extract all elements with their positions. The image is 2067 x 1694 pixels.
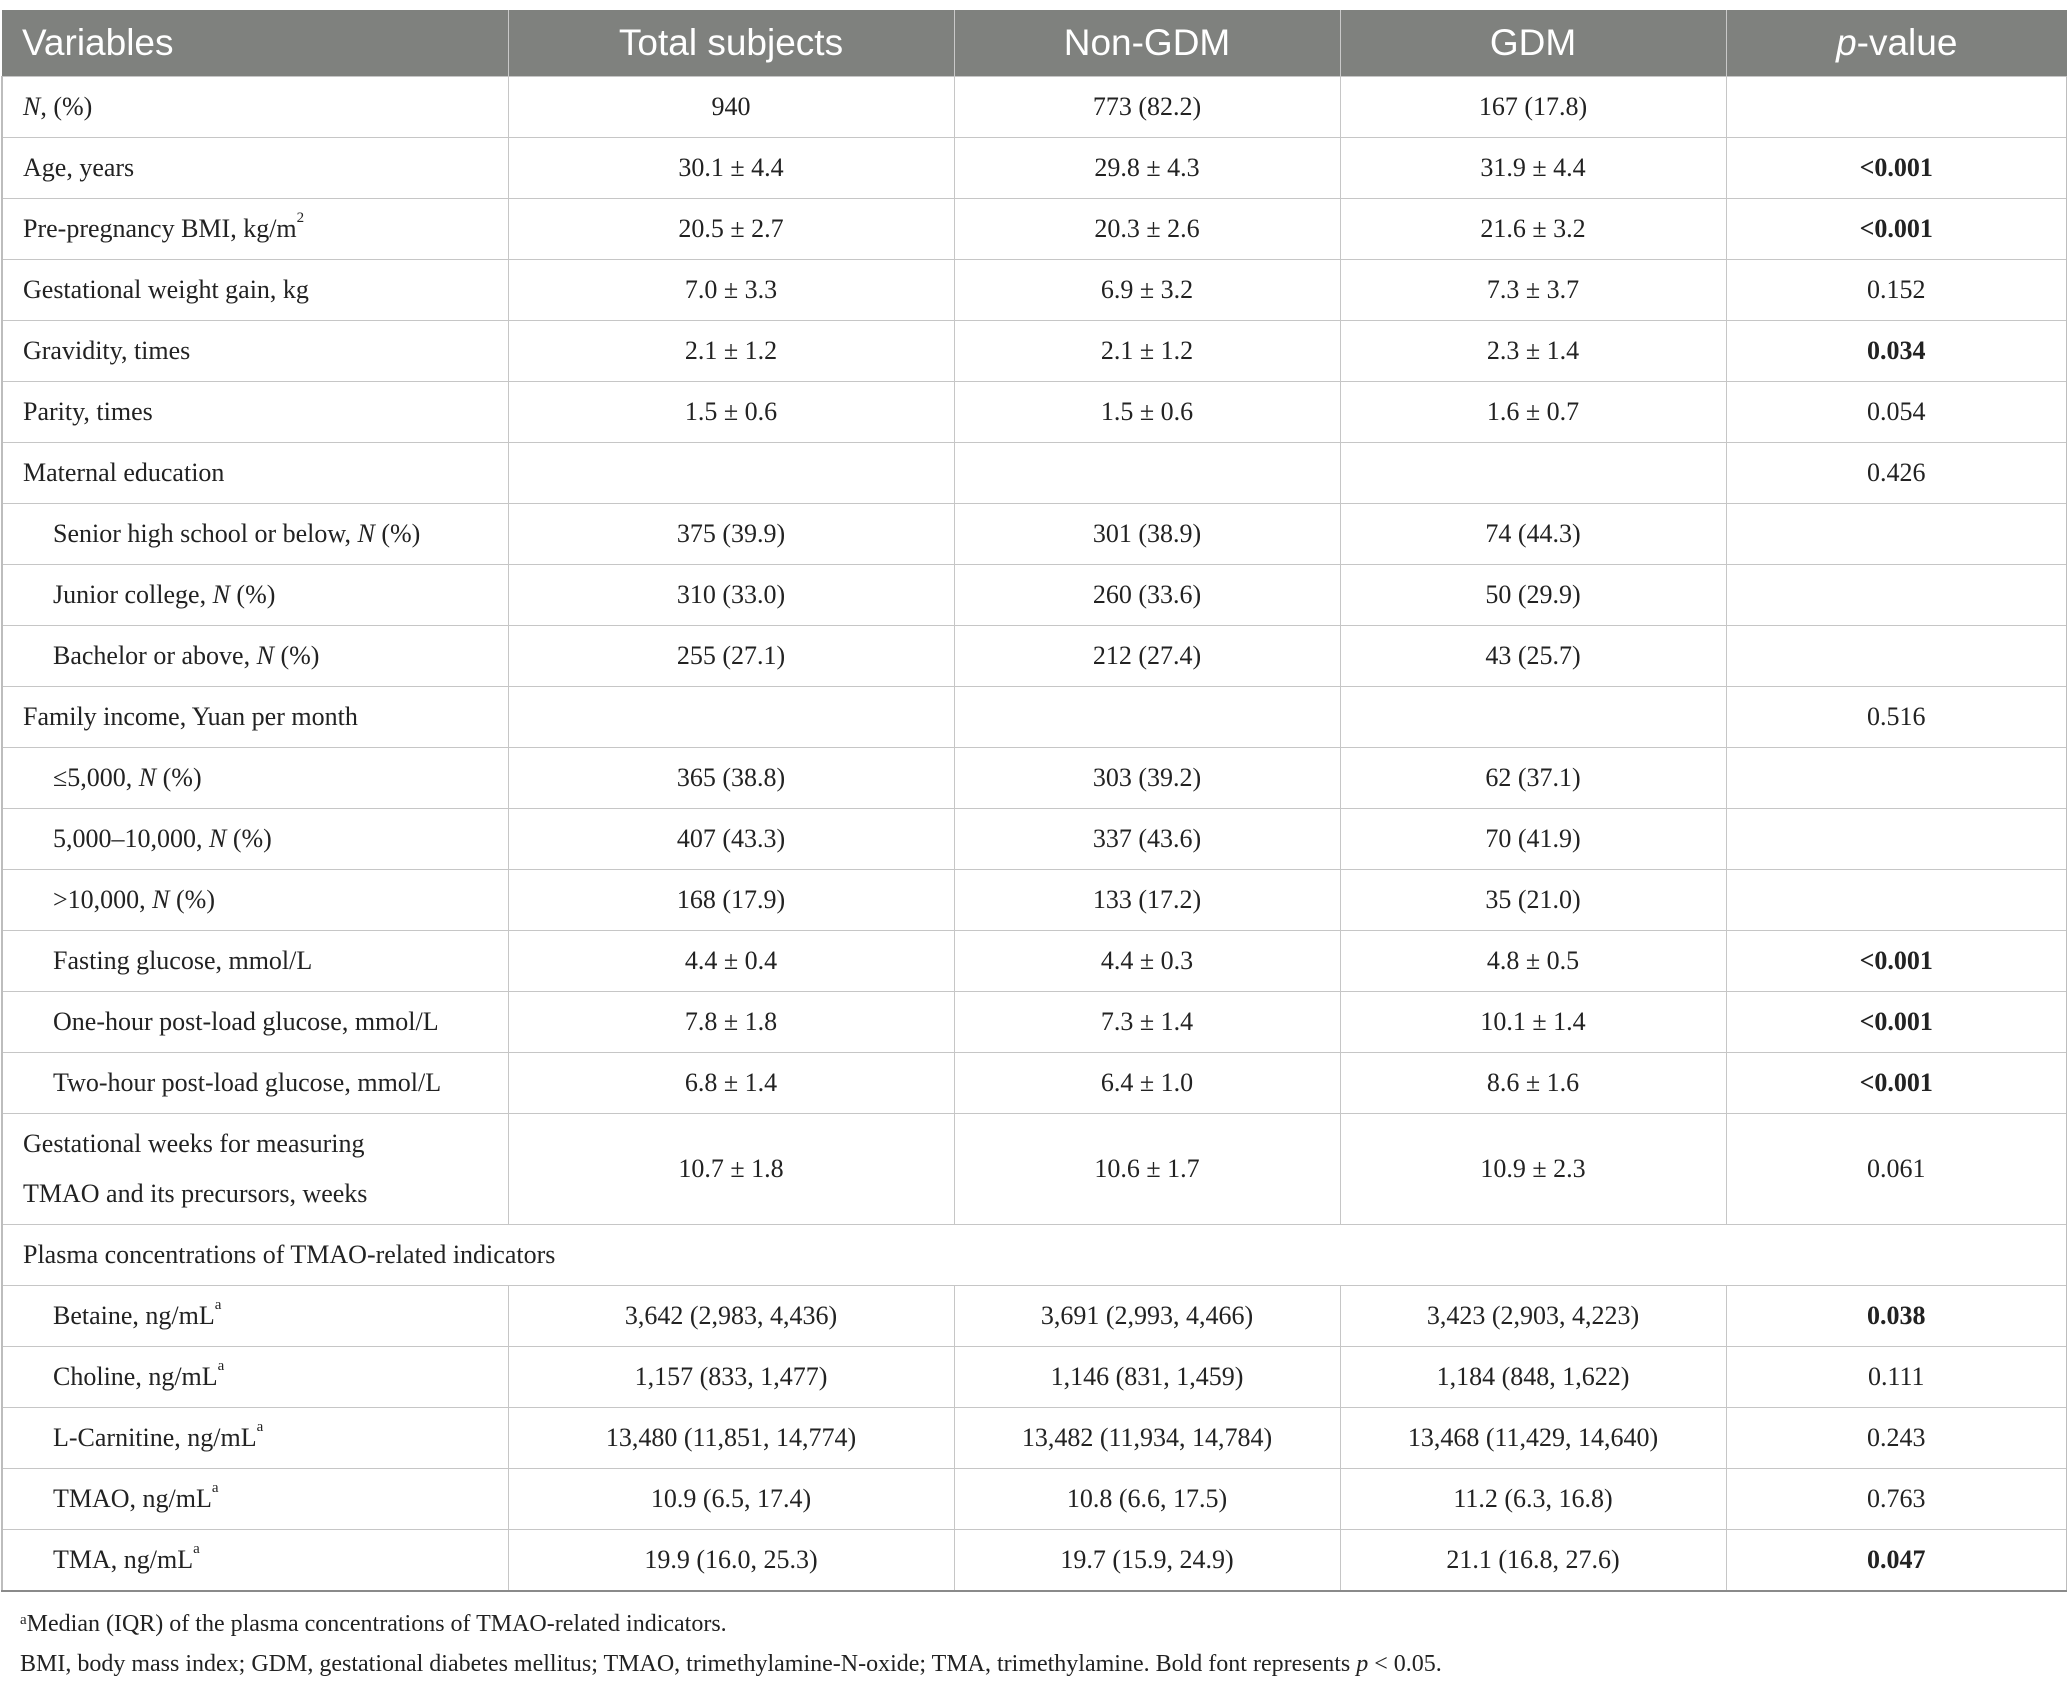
label-text: Choline, ng/mL [53, 1362, 218, 1391]
cell-gdm: 8.6 ± 1.6 [1340, 1053, 1726, 1114]
header-variables: Variables [2, 10, 508, 77]
footnote-a-text: Median (IQR) of the plasma concentrations of TMAO-related indicators. [26, 1611, 727, 1637]
row-label [2, 199, 508, 260]
label-post: (%) [374, 519, 421, 548]
table-row [2, 565, 2067, 626]
label-italic: N [152, 885, 170, 914]
row-label [2, 809, 508, 870]
cell-p [1726, 626, 2067, 687]
row-label [2, 748, 508, 809]
label-italic: N [256, 641, 274, 670]
row-label [2, 1347, 508, 1408]
table-footnotes [20, 1604, 1442, 1684]
label-pre: >10,000, [53, 885, 153, 914]
table-row [2, 1225, 2067, 1286]
cell-non-gdm: 303 (39.2) [954, 748, 1340, 809]
cell-non-gdm: 13,482 (11,934, 14,784) [954, 1408, 1340, 1469]
label-superscript: a [214, 1297, 222, 1313]
cell-non-gdm: 6.4 ± 1.0 [954, 1053, 1340, 1114]
cell-non-gdm: 337 (43.6) [954, 809, 1340, 870]
header-p-value [1726, 10, 2067, 77]
table-row [2, 77, 2067, 138]
label-post: (%) [273, 641, 320, 670]
cell-gdm: 7.3 ± 3.7 [1340, 260, 1726, 321]
cell-non-gdm [954, 687, 1340, 748]
cell-non-gdm: 10.6 ± 1.7 [954, 1114, 1340, 1225]
table-container [1, 10, 2066, 1592]
table-row [2, 1114, 2067, 1225]
row-label [2, 77, 508, 138]
cell-p [1726, 748, 2067, 809]
cell-p: 0.426 [1726, 443, 2067, 504]
cell-total: 4.4 ± 0.4 [508, 931, 954, 992]
cell-non-gdm: 1,146 (831, 1,459) [954, 1347, 1340, 1408]
cell-total: 20.5 ± 2.7 [508, 199, 954, 260]
cell-non-gdm: 212 (27.4) [954, 626, 1340, 687]
cell-non-gdm: 133 (17.2) [954, 870, 1340, 931]
table-row [2, 260, 2067, 321]
table-row [2, 382, 2067, 443]
cell-p [1726, 77, 2067, 138]
label-superscript: a [217, 1358, 225, 1374]
cell-p: <0.001 [1726, 138, 2067, 199]
label-post: (%) [156, 763, 202, 792]
cell-total: 407 (43.3) [508, 809, 954, 870]
row-label [2, 504, 508, 565]
cell-gdm: 11.2 (6.3, 16.8) [1340, 1469, 1726, 1530]
cell-gdm: 62 (37.1) [1340, 748, 1726, 809]
cell-total: 7.8 ± 1.8 [508, 992, 954, 1053]
header-p-italic: p [1836, 22, 1857, 63]
cell-p: 0.061 [1726, 1114, 2067, 1225]
label-text: TMA, ng/mL [53, 1545, 194, 1574]
table-row [2, 870, 2067, 931]
row-label: One-hour post-load glucose, mmol/L [2, 992, 508, 1053]
cell-gdm: 70 (41.9) [1340, 809, 1726, 870]
cell-total: 6.8 ± 1.4 [508, 1053, 954, 1114]
cell-gdm: 167 (17.8) [1340, 77, 1726, 138]
row-label: Parity, times [2, 382, 508, 443]
table-row [2, 626, 2067, 687]
label-italic: N [23, 92, 41, 121]
label-text: L-Carnitine, ng/mL [53, 1423, 257, 1452]
cell-p: 0.054 [1726, 382, 2067, 443]
label-superscript: a [211, 1480, 219, 1496]
cell-p: <0.001 [1726, 992, 2067, 1053]
cell-total: 3,642 (2,983, 4,436) [508, 1286, 954, 1347]
cell-total: 255 (27.1) [508, 626, 954, 687]
cell-p: 0.038 [1726, 1286, 2067, 1347]
cell-gdm [1340, 687, 1726, 748]
cell-non-gdm: 7.3 ± 1.4 [954, 992, 1340, 1053]
table-row [2, 1286, 2067, 1347]
cell-total: 375 (39.9) [508, 504, 954, 565]
cell-p: 0.047 [1726, 1530, 2067, 1592]
label-line-2: TMAO and its precursors, weeks [23, 1179, 368, 1208]
cell-non-gdm: 1.5 ± 0.6 [954, 382, 1340, 443]
header-gdm: GDM [1340, 10, 1726, 77]
footnote-a [20, 1604, 1442, 1644]
row-label: Age, years [2, 138, 508, 199]
table-row [2, 1408, 2067, 1469]
cell-gdm: 35 (21.0) [1340, 870, 1726, 931]
table-row [2, 687, 2067, 748]
row-label: Maternal education [2, 443, 508, 504]
cell-non-gdm: 260 (33.6) [954, 565, 1340, 626]
label-superscript: a [256, 1419, 264, 1435]
cell-p [1726, 870, 2067, 931]
cell-gdm: 1.6 ± 0.7 [1340, 382, 1726, 443]
label-text: Pre-pregnancy BMI, kg/m [23, 214, 297, 243]
footnote-abbr-italic: p [1356, 1651, 1369, 1677]
footnote-abbr-pre: BMI, body mass index; GDM, gestational diabetes mellitus; TMAO, trimethylamine-N-oxide; TMA, trimethylamine. Bold font represents [20, 1651, 1357, 1677]
cell-non-gdm: 29.8 ± 4.3 [954, 138, 1340, 199]
cell-total: 2.1 ± 1.2 [508, 321, 954, 382]
cell-p [1726, 809, 2067, 870]
cell-gdm [1340, 443, 1726, 504]
table-body [2, 77, 2067, 1592]
table-row [2, 138, 2067, 199]
row-label [2, 626, 508, 687]
cell-p: <0.001 [1726, 931, 2067, 992]
characteristics-table [1, 10, 2067, 1592]
cell-non-gdm: 3,691 (2,993, 4,466) [954, 1286, 1340, 1347]
row-label [2, 1469, 508, 1530]
cell-total: 30.1 ± 4.4 [508, 138, 954, 199]
label-post: (%) [226, 824, 272, 853]
table-row [2, 321, 2067, 382]
row-label: Gestational weight gain, kg [2, 260, 508, 321]
cell-p: 0.034 [1726, 321, 2067, 382]
row-label [2, 565, 508, 626]
label-pre: 5,000–10,000, [53, 824, 209, 853]
cell-total: 940 [508, 77, 954, 138]
cell-p: 0.516 [1726, 687, 2067, 748]
cell-non-gdm: 19.7 (15.9, 24.9) [954, 1530, 1340, 1592]
label-italic: N [209, 824, 227, 853]
label-post: (%) [229, 580, 276, 609]
footnote-abbreviations [20, 1644, 1442, 1684]
label-pre: Bachelor or above, [53, 641, 257, 670]
row-label: Gravidity, times [2, 321, 508, 382]
table-row [2, 1347, 2067, 1408]
cell-total: 1.5 ± 0.6 [508, 382, 954, 443]
cell-non-gdm: 2.1 ± 1.2 [954, 321, 1340, 382]
cell-non-gdm: 4.4 ± 0.3 [954, 931, 1340, 992]
cell-total: 10.9 (6.5, 17.4) [508, 1469, 954, 1530]
cell-gdm: 2.3 ± 1.4 [1340, 321, 1726, 382]
cell-non-gdm: 773 (82.2) [954, 77, 1340, 138]
cell-total [508, 687, 954, 748]
row-label [2, 1286, 508, 1347]
cell-p [1726, 504, 2067, 565]
cell-total: 19.9 (16.0, 25.3) [508, 1530, 954, 1592]
cell-gdm: 31.9 ± 4.4 [1340, 138, 1726, 199]
table-row [2, 504, 2067, 565]
row-label: Two-hour post-load glucose, mmol/L [2, 1053, 508, 1114]
cell-total: 365 (38.8) [508, 748, 954, 809]
cell-gdm: 50 (29.9) [1340, 565, 1726, 626]
header-total-subjects: Total subjects [508, 10, 954, 77]
label-pre: Senior high school or below, [53, 519, 358, 548]
label-italic: N [138, 763, 157, 792]
label-superscript: 2 [296, 210, 305, 226]
label-italic: N [357, 519, 375, 548]
cell-non-gdm: 6.9 ± 3.2 [954, 260, 1340, 321]
cell-gdm: 10.1 ± 1.4 [1340, 992, 1726, 1053]
cell-p [1726, 565, 2067, 626]
cell-total: 1,157 (833, 1,477) [508, 1347, 954, 1408]
label-post: (%) [169, 885, 215, 914]
table-row [2, 748, 2067, 809]
header-row [2, 10, 2067, 77]
label-text: TMAO, ng/mL [53, 1484, 212, 1513]
cell-total: 7.0 ± 3.3 [508, 260, 954, 321]
footnote-abbr-post: < 0.05. [1368, 1651, 1442, 1677]
table-row [2, 1530, 2067, 1592]
table-row [2, 992, 2067, 1053]
cell-non-gdm [954, 443, 1340, 504]
row-label [2, 1408, 508, 1469]
label-italic: N [212, 580, 230, 609]
cell-gdm: 1,184 (848, 1,622) [1340, 1347, 1726, 1408]
row-label: Fasting glucose, mmol/L [2, 931, 508, 992]
cell-non-gdm: 20.3 ± 2.6 [954, 199, 1340, 260]
table-row [2, 931, 2067, 992]
cell-non-gdm: 10.8 (6.6, 17.5) [954, 1469, 1340, 1530]
cell-non-gdm: 301 (38.9) [954, 504, 1340, 565]
cell-gdm: 43 (25.7) [1340, 626, 1726, 687]
table-row [2, 809, 2067, 870]
row-label: Family income, Yuan per month [2, 687, 508, 748]
row-label [2, 1114, 508, 1225]
label-text: Betaine, ng/mL [53, 1301, 215, 1330]
cell-gdm: 10.9 ± 2.3 [1340, 1114, 1726, 1225]
label-post: , (%) [40, 92, 93, 121]
row-label [2, 870, 508, 931]
label-pre: Junior college, [53, 580, 213, 609]
cell-total: 168 (17.9) [508, 870, 954, 931]
cell-gdm: 4.8 ± 0.5 [1340, 931, 1726, 992]
label-pre: ≤5,000, [53, 763, 139, 792]
cell-gdm: 3,423 (2,903, 4,223) [1340, 1286, 1726, 1347]
table-header [2, 10, 2067, 77]
label-superscript: a [193, 1541, 200, 1557]
cell-total: 13,480 (11,851, 14,774) [508, 1408, 954, 1469]
cell-total: 310 (33.0) [508, 565, 954, 626]
label-line-1: Gestational weeks for measuring [23, 1129, 365, 1158]
header-non-gdm: Non-GDM [954, 10, 1340, 77]
row-label [2, 1530, 508, 1592]
cell-p: 0.243 [1726, 1408, 2067, 1469]
section-label: Plasma concentrations of TMAO-related indicators [2, 1225, 2067, 1286]
table-row [2, 443, 2067, 504]
table-row [2, 1469, 2067, 1530]
cell-total: 10.7 ± 1.8 [508, 1114, 954, 1225]
cell-total [508, 443, 954, 504]
cell-p: <0.001 [1726, 1053, 2067, 1114]
cell-p: 0.763 [1726, 1469, 2067, 1530]
cell-p: 0.152 [1726, 260, 2067, 321]
header-p-rest: -value [1856, 22, 1958, 63]
footnote-marker: a [20, 1612, 27, 1628]
cell-gdm: 13,468 (11,429, 14,640) [1340, 1408, 1726, 1469]
cell-p: 0.111 [1726, 1347, 2067, 1408]
cell-gdm: 21.1 (16.8, 27.6) [1340, 1530, 1726, 1592]
cell-gdm: 74 (44.3) [1340, 504, 1726, 565]
table-row [2, 199, 2067, 260]
cell-gdm: 21.6 ± 3.2 [1340, 199, 1726, 260]
table-row [2, 1053, 2067, 1114]
cell-p: <0.001 [1726, 199, 2067, 260]
